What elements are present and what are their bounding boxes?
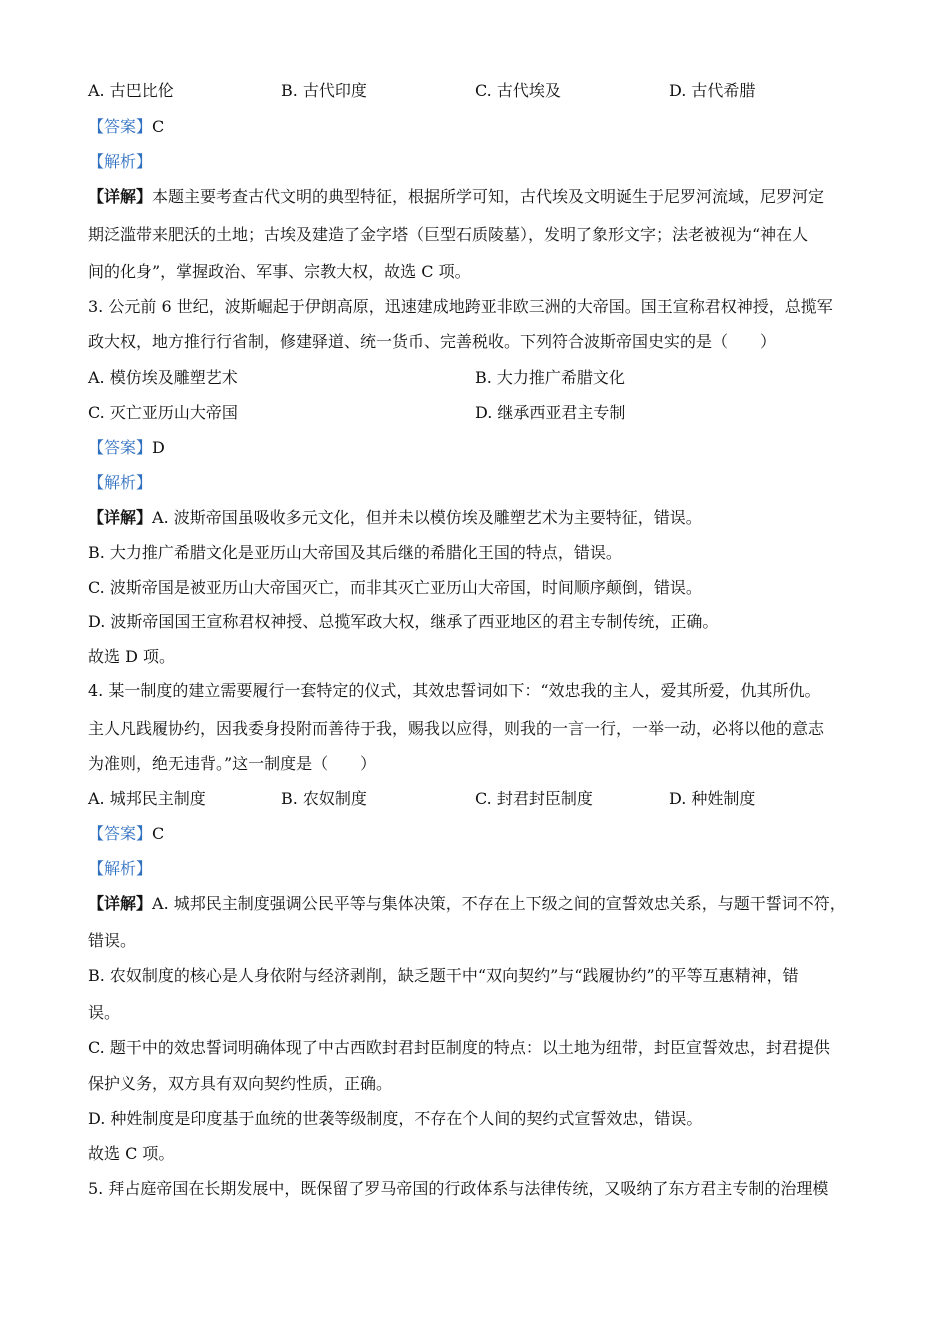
q2-detail-line — [88, 186, 824, 208]
q4-option-a: A. 城邦民主制度 — [88, 789, 206, 808]
q3-detail-line: D. 波斯帝国国王宣称君权神授、总揽军政大权，继承了西亚地区的君主专制传统，正确。 — [88, 612, 719, 631]
q4-option-b: B. 农奴制度 — [281, 789, 367, 808]
answer-value: C — [152, 824, 165, 843]
q4-analysis-label: 【解析】 — [88, 859, 153, 878]
q4-detail-line: 保护义务，双方具有双向契约性质，正确。 — [88, 1074, 393, 1093]
q3-stem-line: 3. 公元前 6 世纪，波斯崛起于伊朗高原，迅速建成地跨亚非欧三洲的大帝国。国王宣称君权神授，总揽军 — [88, 297, 833, 316]
answer-label: 【答案】 — [88, 824, 153, 843]
q2-option-b: B. 古代印度 — [281, 81, 367, 100]
q5-stem-line: 5. 拜占庭帝国在长期发展中，既保留了罗马帝国的行政体系与法律传统，又吸纳了东方君主专制的治理模 — [88, 1179, 829, 1198]
detail-text: 本题主要考查古代文明的典型特征，根据所学可知，古代埃及文明诞生于尼罗河流域，尼罗河定 — [152, 187, 825, 206]
q4-detail-line: 错误。 — [88, 931, 137, 950]
detail-text: A. 波斯帝国虽吸收多元文化，但并未以模仿埃及雕塑艺术为主要特征，错误。 — [152, 508, 702, 527]
detail-label: 【详解】 — [88, 894, 153, 913]
q3-detail-line — [88, 507, 702, 529]
detail-label: 【详解】 — [88, 508, 153, 527]
q3-option-a: A. 模仿埃及雕塑艺术 — [88, 368, 238, 387]
q2-detail-line: 间的化身”，掌握政治、军事、宗教大权，故选 C 项。 — [88, 262, 471, 281]
q3-option-c: C. 灭亡亚历山大帝国 — [88, 403, 238, 422]
q3-answer-row — [88, 437, 165, 459]
q2-option-c: C. 古代埃及 — [475, 81, 561, 100]
detail-text: A. 城邦民主制度强调公民平等与集体决策，不存在上下级之间的宣誓效忠关系，与题干誓词不符， — [152, 894, 846, 913]
q4-option-d: D. 种姓制度 — [669, 789, 756, 808]
q4-detail-line: C. 题干中的效忠誓词明确体现了中古西欧封君封臣制度的特点：以土地为纽带，封臣宣誓效忠，封君提供 — [88, 1038, 830, 1057]
q3-option-b: B. 大力推广希腊文化 — [475, 368, 625, 387]
answer-value: C — [152, 117, 165, 136]
answer-value: D — [152, 438, 165, 457]
q2-option-d: D. 古代希腊 — [669, 81, 756, 100]
q4-detail-line — [88, 893, 846, 915]
q4-detail-line: 故选 C 项。 — [88, 1144, 175, 1163]
q2-answer-row — [88, 116, 164, 138]
q4-option-c: C. 封君封臣制度 — [475, 789, 593, 808]
q2-analysis-label: 【解析】 — [88, 152, 153, 171]
answer-label: 【答案】 — [88, 117, 153, 136]
q3-analysis-label: 【解析】 — [88, 473, 153, 492]
q3-detail-line: C. 波斯帝国是被亚历山大帝国灭亡，而非其灭亡亚历山大帝国，时间顺序颠倒，错误。 — [88, 578, 702, 597]
q4-detail-line: 误。 — [88, 1003, 121, 1022]
detail-label: 【详解】 — [88, 187, 153, 206]
q4-stem-line: 为准则，绝无违背。”这一制度是（ ） — [88, 754, 377, 773]
answer-label: 【答案】 — [88, 438, 153, 457]
q3-detail-line: B. 大力推广希腊文化是亚历山大帝国及其后继的希腊化王国的特点，错误。 — [88, 543, 622, 562]
q4-stem-line: 主人凡践履协约，因我委身投附而善待于我，赐我以应得，则我的一言一行，一举一动，必将以他的意志 — [88, 719, 825, 738]
q4-stem-line: 4. 某一制度的建立需要履行一套特定的仪式，其效忠誓词如下：“效忠我的主人，爱其所爱，仇其所仇。 — [88, 681, 821, 700]
q4-detail-line: D. 种姓制度是印度基于血统的世袭等级制度，不存在个人间的契约式宣誓效忠，错误。 — [88, 1109, 703, 1128]
q4-answer-row — [88, 823, 164, 845]
q2-option-a: A. 古巴比伦 — [88, 81, 174, 100]
q3-stem-line: 政大权，地方推行行省制，修建驿道、统一货币、完善税收。下列符合波斯帝国史实的是（ ） — [88, 332, 777, 351]
q2-detail-line: 期泛滥带来肥沃的土地；古埃及建造了金字塔（巨型石质陵墓），发明了象形文字；法老被视为“神在人 — [88, 225, 809, 244]
q4-detail-line: B. 农奴制度的核心是人身依附与经济剥削，缺乏题干中“双向契约”与“践履协约”的平等互惠精神，错 — [88, 966, 799, 985]
q3-option-d: D. 继承西亚君主专制 — [475, 403, 626, 422]
q3-detail-line: 故选 D 项。 — [88, 647, 176, 666]
